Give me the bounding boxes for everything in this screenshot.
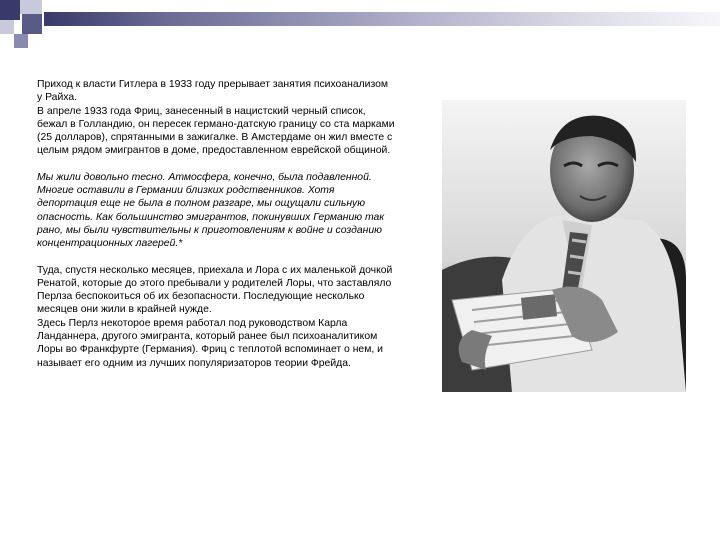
quote-paragraph: Мы жили довольно тесно. Атмосфера, конечно, была подавленной. Многие оставили в Германии близких родственников. Хотя депортация еще не была в полном разгаре, мы ощущали сильную опасность. Как большинство эмигрантов, покинувших Германию так рано, мы были чувствительны к приготовлениям к войне и созданию концентрационных лагерей.* [37,171,385,250]
decor-square [14,34,28,48]
decor-square [0,20,14,34]
paragraph-laura-arrival: Туда, спустя несколько месяцев, приехала и Лора с их маленькой дочкой Ренатой, которые до этого пребывали у родителей Лоры, что заставляло Перлза беспокоиться об их безопасности. Последующие несколько месяцев они жили в крайней нужде. [37,264,393,316]
decor-square [22,14,42,34]
decor-square [0,0,20,20]
paragraph-escape-holland: В апреле 1933 года Фриц, занесенный в нацистский черный список, бежал в Голландию, он пересек германо-датскую границу со ста марками (25 долларов), спрятанными в зажигалке. В Амстердаме он жил вместе с целым рядом эмигрантов в доме, предоставленном еврейской общиной. [37,105,395,157]
decor-square [20,0,42,14]
header-decoration [0,0,720,50]
header-gradient-bar [44,12,720,26]
paragraph-hitler-power: Приход к власти Гитлера в 1933 году прерывает занятия психоанализом у Райха. [37,79,389,104]
portrait-photo [442,100,686,392]
slide-body-text [37,78,395,370]
paragraph-landauer: Здесь Перлз некоторое время работал под руководством Карла Ланданнера, другого эмигранта, который ранее был психоаналитиком Лоры во Франкфурте (Германия). Фриц с теплотой вспоминает о нем, и называет его одним из лучших популяризаторов теории Фрейда. [37,317,383,369]
